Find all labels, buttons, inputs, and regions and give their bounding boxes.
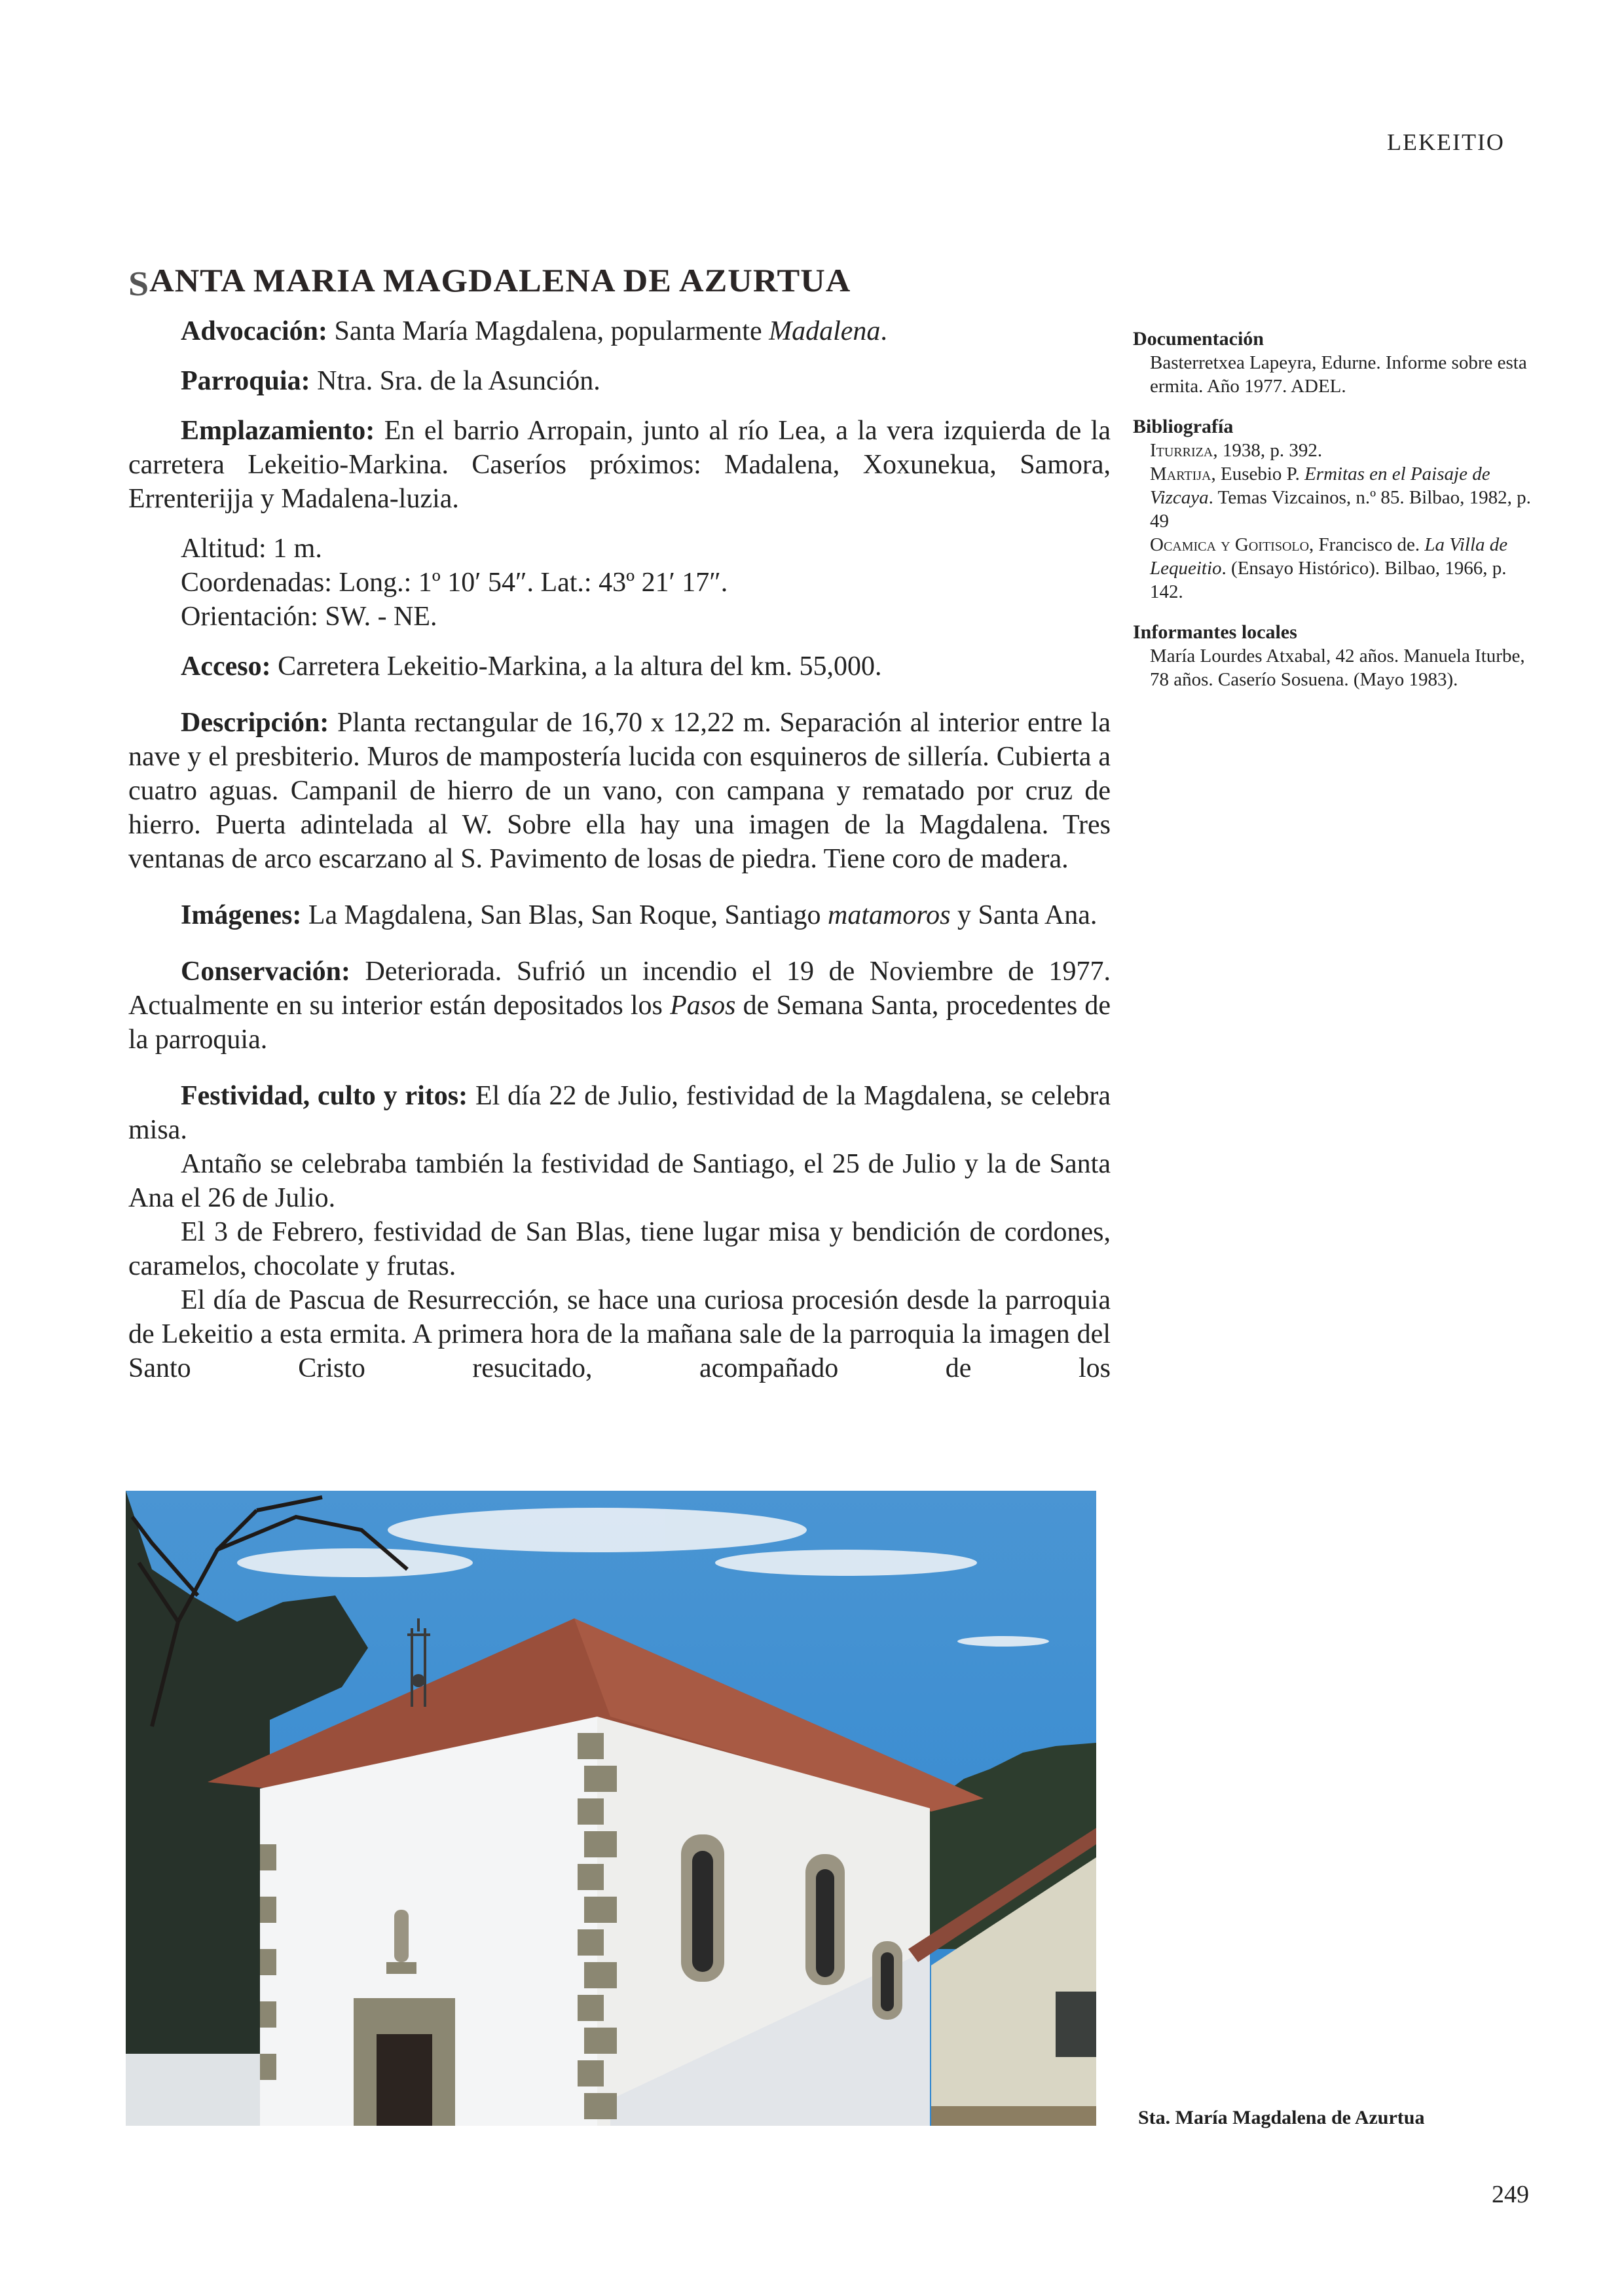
advocacion-paragraph [128,314,1111,348]
emplazamiento-text: En el barrio Arropain, junto al río Lea, a la vera izquierda de la carretera Lekeitio-Markina. Caseríos próximos: Madalena, Xoxunekua, Samora, Errenterijja y Madalena-luzia. [128,416,1111,514]
festividad-label: Festividad, culto y ritos: [181,1081,468,1111]
title-initial: S [128,264,150,304]
festividad-paragraph-4: El día de Pascua de Resurrección, se hace una curiosa procesión desde la parroquia de Lekeitio a esta ermita. A primera hora de la mañana sale de la parroquia la imagen del Santo Cristo resucitado, acompañado de los [128,1285,1111,1383]
advocacion-label: Advocación: [181,316,327,346]
parroquia-text: Ntra. Sra. de la Asunción. [310,366,600,396]
imagenes-end: y Santa Ana. [950,900,1098,930]
bib-end: . (Ensayo Histórico). Bilbao, 1966, p. 142. [1150,558,1507,602]
bib-author: Ocamica y Goitisolo [1150,534,1310,555]
festividad-paragraph-2: Antaño se celebraba también la festividad de Santiago, el 25 de Julio y la de Santa Ana el 26 de Julio. [128,1149,1111,1213]
advocacion-end: . [880,316,887,346]
bib-author: Iturriza [1150,440,1213,461]
page-number: 249 [1492,2181,1529,2208]
bibliografia-entry [1133,533,1539,604]
bib-end: . Temas Vizcainos, n.º 85. Bilbao, 1982, p. 49 [1150,487,1531,532]
acceso-text: Carretera Lekeitio-Markina, a la altura del km. 55,000. [270,651,882,682]
descripcion-label: Descripción: [181,708,329,738]
bibliografia-section [1133,415,1539,604]
parroquia-label: Parroquia: [181,366,310,396]
coordenadas-line: Coordenadas: Long.: 1º 10′ 54″. Lat.: 43º 21′ 17″. [181,568,728,598]
festividad-paragraph [128,1079,1111,1147]
hermitage-illustration [126,1491,1096,2126]
left-wall [126,2054,283,2126]
conservacion-label: Conservación: [181,957,350,987]
conservacion-italic: Pasos [670,991,736,1021]
page-title [128,261,851,304]
bib-author: Martija [1150,464,1211,484]
emplazamiento-paragraph [128,414,1111,516]
imagenes-text: La Magdalena, San Blas, San Roque, Santiago [301,900,828,930]
photo-caption: Sta. María Magdalena de Azurtua [1138,2107,1425,2128]
title-rest: ANTA MARIA MAGDALENA DE AZURTUA [149,263,851,299]
imagenes-label: Imágenes: [181,900,302,930]
conservacion-end: de Semana Santa, procedentes de la parroquia. [128,991,1111,1055]
festividad-paragraph-3: El 3 de Febrero, festividad de San Blas, tiene lugar misa y bendición de cordones, caramelos, chocolate y frutas. [128,1217,1111,1281]
documentacion-section [1133,327,1539,398]
main-column [128,314,1111,1385]
parroquia-paragraph [128,364,1111,398]
neighbor-window [1056,1992,1096,2057]
acceso-label: Acceso: [181,651,271,682]
bib-title: La Villa de Lequeitio [1150,534,1508,579]
bibliografia-entry [1133,439,1539,462]
documentacion-entry: Basterretxea Lapeyra, Edurne. Informe sobre esta ermita. Año 1977. ADEL. [1150,352,1527,397]
imagenes-italic: matamoros [828,900,951,930]
advocacion-italic: Madalena [769,316,881,346]
bib-text: , Eusebio P. [1211,464,1305,484]
descripcion-text: Planta rectangular de 16,70 x 12,22 m. Separación al interior entre la nave y el presbiterio. Muros de mampostería lucida con esquineros de sillería. Cubierta a cuatro aguas. Campanil de hierro de un vano, con campana y rematado por cruz de hierro. Puerta adintelada al W. Sobre ella hay una imagen de la Magdalena. Tres ventanas de arco escarzano al S. Pavimento de losas de piedra. Tiene coro de madera. [128,708,1111,874]
sidebar-references [1133,327,1539,708]
running-head: LEKEITIO [1387,129,1505,155]
informantes-entry: María Lourdes Atxabal, 42 años. Manuela Iturbe, 78 años. Caserío Sosuena. (Mayo 1983). [1150,646,1525,690]
bib-text: , Francisco de. [1309,534,1425,555]
conservacion-paragraph [128,955,1111,1057]
conservacion-text: Deteriorada. Sufrió un incendio el 19 de Noviembre de 1977. Actualmente en su interior están depositados los [128,957,1111,1021]
orientacion-line: Orientación: SW. - NE. [181,602,437,632]
bibliografia-heading: Bibliografía [1133,416,1234,437]
imagenes-paragraph [128,898,1111,932]
altitud-line: Altitud: 1 m. [181,534,322,564]
emplazamiento-label: Emplazamiento: [181,416,375,446]
acceso-paragraph [128,649,1111,683]
neighbor-stonework [931,2106,1096,2126]
documentacion-heading: Documentación [1133,328,1264,350]
informantes-heading: Informantes locales [1133,621,1297,643]
descripcion-paragraph [128,706,1111,876]
festividad-text: El día 22 de Julio, festividad de la Magdalena, se celebra misa. [128,1081,1111,1145]
bibliografia-entry [1133,462,1539,533]
informantes-section [1133,621,1539,691]
advocacion-text: Santa María Magdalena, popularmente [327,316,769,346]
bib-text: , 1938, p. 392. [1213,440,1323,461]
bib-title: Ermitas en el Paisaje de Vizcaya [1150,464,1490,508]
door [354,1998,455,2126]
hermitage-photo [126,1491,1096,2126]
